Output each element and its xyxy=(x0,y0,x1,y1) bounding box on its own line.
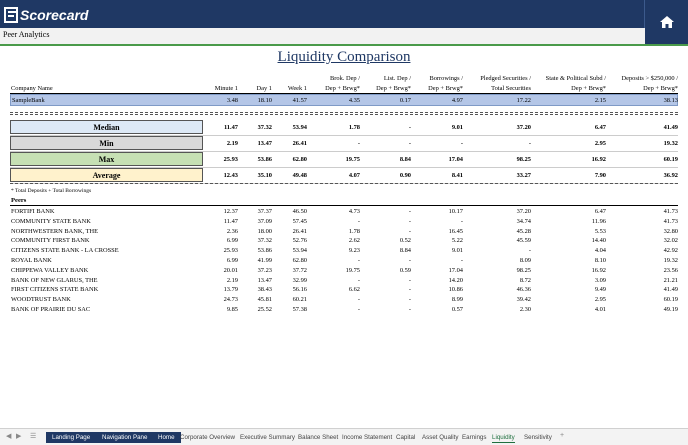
sample-value: 3.48 xyxy=(226,97,238,104)
stat-value: 4.07 xyxy=(348,172,360,179)
peer-name: COMMUNITY FIRST BANK xyxy=(11,237,90,245)
peer-name: FORTIFI BANK xyxy=(11,208,55,215)
peer-name: BANK OF NEW GLARUS, THE xyxy=(11,276,98,284)
peer-value: 2.36 xyxy=(226,227,238,235)
stat-value: 6.47 xyxy=(594,124,606,131)
peer-value: - xyxy=(357,296,360,304)
peer-value: 39.42 xyxy=(516,296,531,304)
sample-value: 17.22 xyxy=(516,97,531,104)
peer-name: COMMUNITY STATE BANK xyxy=(11,217,91,225)
peer-value: - xyxy=(460,217,463,225)
divider xyxy=(10,183,678,184)
peer-value: 25.93 xyxy=(223,247,238,255)
peer-value: 32.80 xyxy=(663,227,678,235)
peer-value: 37.37 xyxy=(257,208,272,215)
peer-value: 32.99 xyxy=(292,276,307,284)
peer-value: 8.09 xyxy=(519,257,531,264)
peer-value: 0.59 xyxy=(399,266,411,274)
stat-value: 33.27 xyxy=(516,172,531,179)
peer-value: 18.00 xyxy=(257,227,272,235)
peer-value: 49.19 xyxy=(663,306,678,313)
stat-value: - xyxy=(357,140,360,147)
peer-value: 2.30 xyxy=(519,306,531,313)
peer-value: 11.47 xyxy=(223,217,238,225)
peer-value: - xyxy=(408,306,411,313)
divider xyxy=(10,114,678,115)
peer-value: 17.04 xyxy=(448,266,463,274)
peer-value: - xyxy=(357,306,360,313)
stat-value: 25.93 xyxy=(223,156,238,163)
peer-value: - xyxy=(460,257,463,264)
peer-value: - xyxy=(357,257,360,264)
header-line1-dep250: Deposits > $250,000 / xyxy=(621,75,678,82)
page-title: Liquidity Comparison xyxy=(277,49,411,65)
divider xyxy=(10,112,678,113)
peer-value: 19.32 xyxy=(663,257,678,264)
peer-value: 16.92 xyxy=(591,266,606,274)
prev-sheet-icon[interactable]: ◀ xyxy=(6,433,12,440)
peer-value: 12.37 xyxy=(223,208,238,215)
peer-value: 2.62 xyxy=(348,237,360,245)
stat-value: 12.43 xyxy=(223,172,238,179)
peer-name: NORTHWESTERN BANK, THE xyxy=(11,227,99,235)
sheet-tab-navigation-pane[interactable]: Navigation Pane xyxy=(96,432,153,443)
peer-value: 23.56 xyxy=(663,266,678,274)
sample-value: 2.15 xyxy=(594,97,606,104)
sample-value: 4.97 xyxy=(451,97,463,104)
peer-value: 60.21 xyxy=(292,296,307,304)
peer-value: 37.72 xyxy=(292,266,307,274)
sheet-tab-capital[interactable]: Capital xyxy=(396,434,416,441)
header-line2-d1: Day 1 xyxy=(256,85,272,92)
peer-value: 20.01 xyxy=(223,266,238,274)
peer-value: 6.99 xyxy=(226,237,238,245)
stat-value: 2.19 xyxy=(226,140,238,147)
peer-value: 13.79 xyxy=(223,286,238,294)
peer-value: 37.09 xyxy=(257,217,272,225)
peers-label: Peers xyxy=(11,197,27,204)
stat-value: 2.95 xyxy=(594,140,606,147)
sheet-tab-home[interactable]: Home xyxy=(152,432,181,443)
peer-value: 98.25 xyxy=(516,266,531,274)
header-line2-state: Dep + Brwg* xyxy=(571,85,606,92)
header-line2-w1: Week 1 xyxy=(287,85,307,92)
more-tabs[interactable]: + xyxy=(560,432,565,439)
stat-value: 60.19 xyxy=(663,156,678,163)
stat-value: - xyxy=(408,140,411,147)
stat-value: 41.49 xyxy=(663,124,678,131)
peer-value: 41.73 xyxy=(663,217,678,225)
logo-text: Scorecard xyxy=(20,7,89,23)
stat-label-average: Average xyxy=(10,168,203,182)
peer-value: 6.99 xyxy=(226,257,238,264)
stat-value: 17.04 xyxy=(448,156,463,163)
peer-value: 0.52 xyxy=(399,237,411,245)
next-sheet-icon[interactable]: ▶ xyxy=(16,433,22,440)
peer-value: 53.94 xyxy=(292,247,307,255)
peer-value: 32.02 xyxy=(663,237,678,245)
peer-value: 56.16 xyxy=(292,286,307,294)
header-company: Company Name xyxy=(11,85,53,92)
page-title-wrap xyxy=(0,49,688,66)
sheet-tab-income-statement[interactable]: Income Statement xyxy=(342,434,393,441)
sheet-tab-bar xyxy=(0,428,688,445)
peer-value: 25.52 xyxy=(257,306,272,313)
peer-value: - xyxy=(408,208,411,215)
header-line1-borr: Borrowings / xyxy=(429,75,463,82)
peer-value: 45.59 xyxy=(516,237,531,245)
header-line1-state: State & Political Subd / xyxy=(545,75,606,82)
stat-value: 0.90 xyxy=(399,172,411,179)
stat-value: 35.10 xyxy=(257,172,272,179)
header-line2-list: Dep + Brwg* xyxy=(376,85,411,92)
peer-value: - xyxy=(357,217,360,225)
stat-value: 37.32 xyxy=(257,124,272,131)
peer-value: 8.99 xyxy=(451,296,463,304)
peer-name: FIRST CITIZENS STATE BANK xyxy=(11,286,99,294)
peer-value: 5.53 xyxy=(594,227,606,235)
banner-stripe xyxy=(0,44,688,46)
sample-value: 4.35 xyxy=(348,97,360,104)
stat-value: 62.80 xyxy=(292,156,307,163)
peer-value: 42.92 xyxy=(663,247,678,255)
peer-value: 2.95 xyxy=(594,296,606,304)
peer-value: - xyxy=(408,257,411,264)
peer-value: 37.23 xyxy=(257,266,272,274)
header-line2-brok: Dep + Brwg* xyxy=(325,85,360,92)
sample-value: 41.57 xyxy=(292,97,307,104)
peer-value: 16.45 xyxy=(448,227,463,235)
header-line2-borr: Dep + Brwg* xyxy=(428,85,463,92)
peer-value: 41.49 xyxy=(663,286,678,294)
peer-value: - xyxy=(408,286,411,294)
peer-value: 37.32 xyxy=(257,237,272,245)
peer-value: 37.20 xyxy=(516,208,531,215)
sample-value: 0.17 xyxy=(399,97,411,104)
peer-name: CHIPPEWA VALLEY BANK xyxy=(11,266,89,274)
peer-value: 21.21 xyxy=(663,276,678,284)
stat-value: 1.78 xyxy=(348,124,360,131)
peer-value: 4.73 xyxy=(348,208,360,215)
header-line1-brok: Brok. Dep / xyxy=(330,75,360,82)
peer-value: 41.99 xyxy=(257,257,272,264)
sheet-tab-sensitivity[interactable]: Sensitivity xyxy=(524,434,552,441)
peer-value: 57.38 xyxy=(292,306,307,313)
stat-value: - xyxy=(460,140,463,147)
peers-rule xyxy=(10,205,678,206)
peer-value: 9.23 xyxy=(348,247,360,255)
stat-value: 53.94 xyxy=(292,124,307,131)
stat-value: 53.86 xyxy=(257,156,272,163)
stat-value: - xyxy=(528,140,531,147)
peer-value: 3.09 xyxy=(594,276,606,284)
logo-icon xyxy=(4,7,18,23)
peer-value: 45.81 xyxy=(257,296,272,304)
stat-value: 7.90 xyxy=(594,172,606,179)
peer-value: 60.19 xyxy=(663,296,678,304)
peer-value: 45.28 xyxy=(516,227,531,235)
peer-value: 62.80 xyxy=(292,257,307,264)
sheet-tab-asset-quality[interactable]: Asset Quality xyxy=(422,434,459,441)
peer-value: 8.84 xyxy=(399,247,411,255)
peer-value: 10.17 xyxy=(448,208,463,215)
peer-value: 38.43 xyxy=(257,286,272,294)
sheet-tab-executive-summary[interactable]: Executive Summary xyxy=(240,434,296,441)
peer-value: - xyxy=(408,217,411,225)
peer-value: 6.47 xyxy=(594,208,606,215)
peer-value: - xyxy=(528,247,531,255)
subheader-title: Peer Analytics xyxy=(3,30,50,39)
peer-value: 1.78 xyxy=(348,227,360,235)
stat-value: 49.48 xyxy=(292,172,307,179)
home-icon xyxy=(659,15,675,29)
sheet-tab-liquidity[interactable]: Liquidity xyxy=(492,434,515,441)
header-line1-list: List. Dep / xyxy=(383,75,411,82)
peer-name: CITIZENS STATE BANK - LA CROSSE xyxy=(11,247,119,255)
peer-value: 11.96 xyxy=(591,217,606,225)
sheet-tab-balance-sheet[interactable]: Balance Sheet xyxy=(298,434,339,441)
peer-value: 9.01 xyxy=(451,247,463,255)
peer-name: WOODTRUST BANK xyxy=(11,296,71,304)
peer-value: 4.01 xyxy=(594,306,606,313)
stat-value: 36.92 xyxy=(663,172,678,179)
sample-value: 38.13 xyxy=(663,97,678,104)
peer-value: 41.73 xyxy=(663,208,678,215)
peer-value: 57.45 xyxy=(292,217,307,225)
stat-value: 26.41 xyxy=(292,140,307,147)
header-line2-pledged: Total Securities xyxy=(491,85,531,92)
sample-value: 18.10 xyxy=(257,97,272,104)
sheet-tab-corporate-overview[interactable]: Corporate Overview xyxy=(180,434,236,441)
stat-label-min: Min xyxy=(10,136,203,150)
footnote: * Total Deposits + Total Borrowings xyxy=(11,188,92,194)
peer-value: 13.47 xyxy=(257,276,272,284)
sample-name: SampleBank xyxy=(12,97,45,104)
peer-value: 14.40 xyxy=(591,237,606,245)
peer-value: 5.22 xyxy=(451,237,463,245)
stat-value: 98.25 xyxy=(516,156,531,163)
peer-value: 0.57 xyxy=(451,306,463,313)
stat-value: 8.84 xyxy=(399,156,411,163)
subheader-bar xyxy=(0,28,645,44)
peer-value: 34.74 xyxy=(516,217,531,225)
peer-value: 9.49 xyxy=(594,286,606,294)
stat-value: 8.41 xyxy=(451,172,463,179)
peer-value: 4.04 xyxy=(594,247,606,255)
peer-value: - xyxy=(408,296,411,304)
header-line1-pledged: Pledged Securities / xyxy=(480,75,531,82)
home-button[interactable] xyxy=(644,0,688,44)
header-line2-m1: Minute 1 xyxy=(214,85,238,92)
peer-value: - xyxy=(408,227,411,235)
peer-value: 8.10 xyxy=(594,257,606,264)
stat-value: 13.47 xyxy=(257,140,272,147)
sheet-tab-earnings[interactable]: Earnings xyxy=(462,434,487,441)
stat-label-max: Max xyxy=(10,152,203,166)
stat-value: 11.47 xyxy=(223,124,238,131)
peer-name: BANK OF PRAIRIE DU SAC xyxy=(11,306,91,313)
stat-label-median: Median xyxy=(10,120,203,134)
stat-value: 37.20 xyxy=(516,124,531,131)
peer-value: 46.36 xyxy=(516,286,531,294)
sheet-tab-landing-page[interactable]: Landing Page xyxy=(46,432,96,443)
stat-value: - xyxy=(408,124,411,131)
peer-value: - xyxy=(408,276,411,284)
stat-value: 16.92 xyxy=(591,156,606,163)
peer-value: 52.76 xyxy=(292,237,307,245)
peer-value: 46.50 xyxy=(292,208,307,215)
peer-value: 19.75 xyxy=(345,266,360,274)
peer-value: 6.62 xyxy=(348,286,360,294)
peer-value: 9.85 xyxy=(226,306,238,313)
scorecard-logo xyxy=(4,5,88,25)
peer-name: ROYAL BANK xyxy=(11,257,52,264)
peer-value: 24.73 xyxy=(223,296,238,304)
sheet-list-icon[interactable]: ☰ xyxy=(30,433,37,440)
peer-value: 10.86 xyxy=(448,286,463,294)
stat-value: 9.01 xyxy=(451,124,463,131)
peer-value: 53.86 xyxy=(257,247,272,255)
peer-value: 2.19 xyxy=(226,276,238,284)
peer-value: 14.20 xyxy=(448,276,463,284)
peer-value: - xyxy=(357,276,360,284)
stat-value: 19.32 xyxy=(663,140,678,147)
peer-value: 8.72 xyxy=(519,276,531,284)
stat-value: 19.75 xyxy=(345,156,360,163)
header-line2-dep250: Dep + Brwg* xyxy=(643,85,678,92)
peer-value: 26.41 xyxy=(292,227,307,235)
